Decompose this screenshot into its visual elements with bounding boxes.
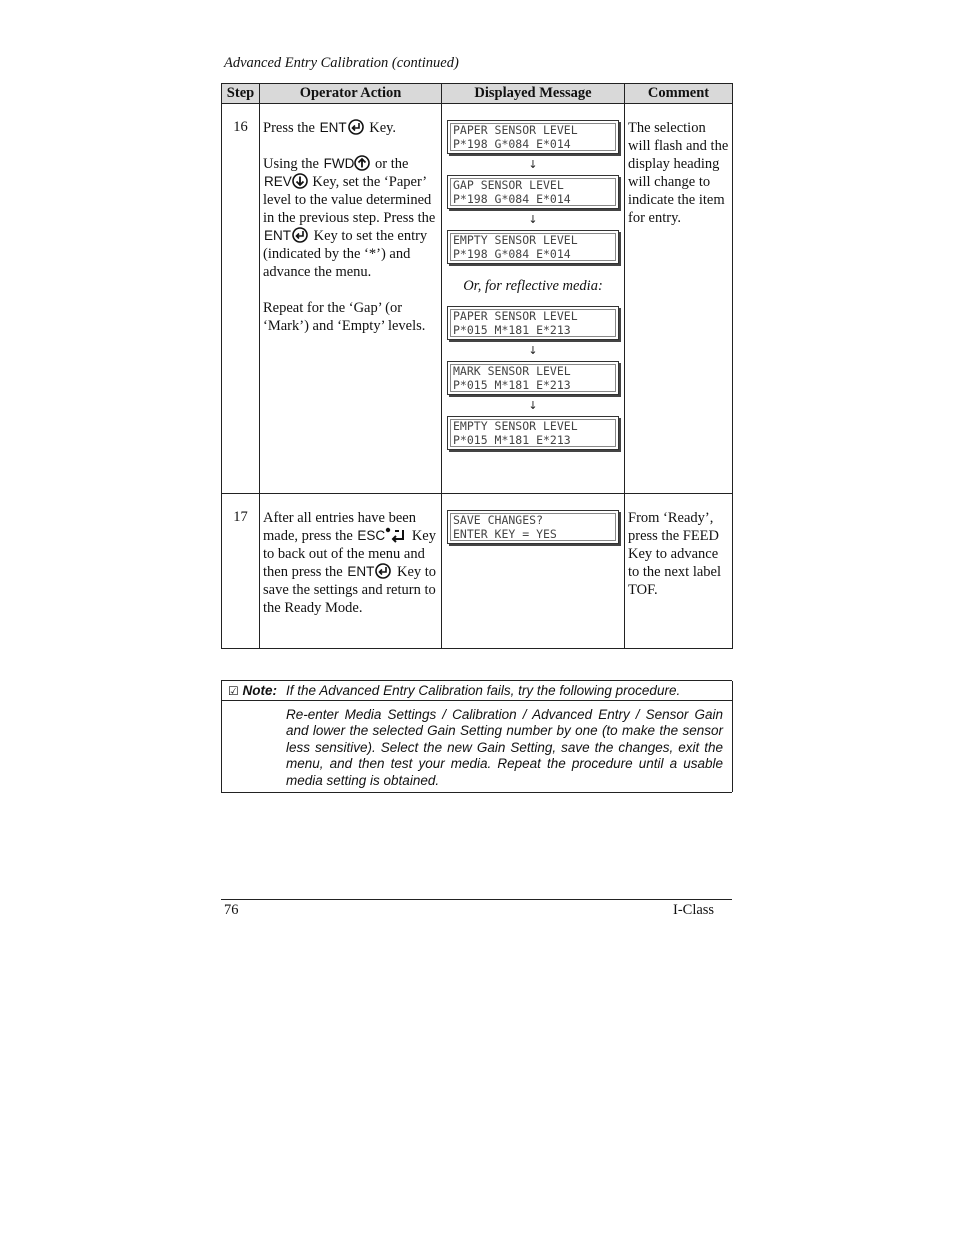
escape-icon (385, 527, 407, 543)
note-box (221, 680, 732, 793)
lcd-display: PAPER SENSOR LEVEL P*198 G*084 E*014 (447, 120, 619, 154)
ent-key: ENT (320, 119, 365, 137)
step-number: 16 (222, 104, 260, 494)
operator-action (260, 104, 442, 494)
lcd-display: GAP SENSOR LEVEL P*198 G*084 E*014 (447, 175, 619, 209)
reflective-media-label: Or, for reflective media: (463, 278, 603, 294)
note-text: If the Advanced Entry Calibration fails, try the following procedure. (286, 683, 681, 698)
header-comment: Comment (625, 84, 733, 104)
lcd-display: MARK SENSOR LEVEL P*015 M*181 E*213 (447, 361, 619, 395)
down-arrow-icon: ↓ (528, 213, 538, 226)
comment: The selection will flash and the display heading will change to indicate the item for entry. (625, 104, 733, 494)
note-label: ☑ Note: (228, 683, 278, 698)
header-message: Displayed Message (442, 84, 625, 104)
lcd-display: SAVE CHANGES? ENTER KEY = YES (447, 510, 619, 544)
operator-action: After all entries have been made, press the ESC Key to back out of the menu and then press the ENT Key to save the settings and return to the Ready Mode. (260, 494, 442, 649)
lcd-display: EMPTY SENSOR LEVEL P*198 G*084 E*014 (447, 230, 619, 264)
book-title: I-Class (673, 902, 715, 918)
page-caption: Advanced Entry Calibration (continued) (224, 55, 459, 71)
action-paragraph: Using the FWD or the REV Key, set the ‘Paper’ level to the value determined in the previous step. Press the ENT Key to set the entry (indicated by the ‘*’) and advance the menu. (263, 156, 436, 280)
enter-icon (291, 227, 309, 243)
ent-key: ENT (347, 563, 392, 581)
table-row (222, 494, 733, 649)
down-arrow-icon: ↓ (528, 399, 538, 412)
header-step: Step (222, 84, 260, 104)
ent-key: ENT (264, 227, 309, 245)
enter-icon (374, 563, 392, 579)
step-number: 17 (222, 494, 260, 649)
note-body: Re-enter Media Settings / Calibration / Advanced Entry / Sensor Gain and lower the selected Gain Setting number by one (to make the sensor less sensitive). Select the new Gain Setting, save the changes, exit the menu, and then test your media. Repeat the procedure until a usable media setting is obtained. (286, 707, 723, 788)
comment: From ‘Ready’, press the FEED Key to advance to the next label TOF. (625, 494, 733, 649)
down-arrow-icon: ↓ (528, 158, 538, 171)
header-action: Operator Action (260, 84, 442, 104)
lcd-display: PAPER SENSOR LEVEL P*015 M*181 E*213 (447, 306, 619, 340)
rev-key: REV (264, 173, 308, 191)
footer-divider (221, 899, 732, 900)
checkbox-icon: ☑ (228, 684, 239, 698)
displayed-message (442, 104, 625, 494)
action-paragraph: Press the ENT Key. (263, 120, 397, 136)
table-row (222, 104, 733, 494)
arrow-up-icon (354, 155, 370, 171)
action-paragraph: Repeat for the ‘Gap’ (or ‘Mark’) and ‘Empty’ levels. (263, 300, 426, 334)
arrow-down-icon (292, 173, 308, 189)
esc-key: ESC (357, 527, 407, 545)
calibration-table (221, 83, 733, 649)
down-arrow-icon: ↓ (528, 344, 538, 357)
lcd-display: EMPTY SENSOR LEVEL P*015 M*181 E*213 (447, 416, 619, 450)
enter-icon (347, 119, 365, 135)
fwd-key: FWD (324, 155, 371, 173)
displayed-message (442, 494, 625, 649)
page-number: 76 (224, 902, 239, 918)
table-header-row (222, 84, 733, 104)
